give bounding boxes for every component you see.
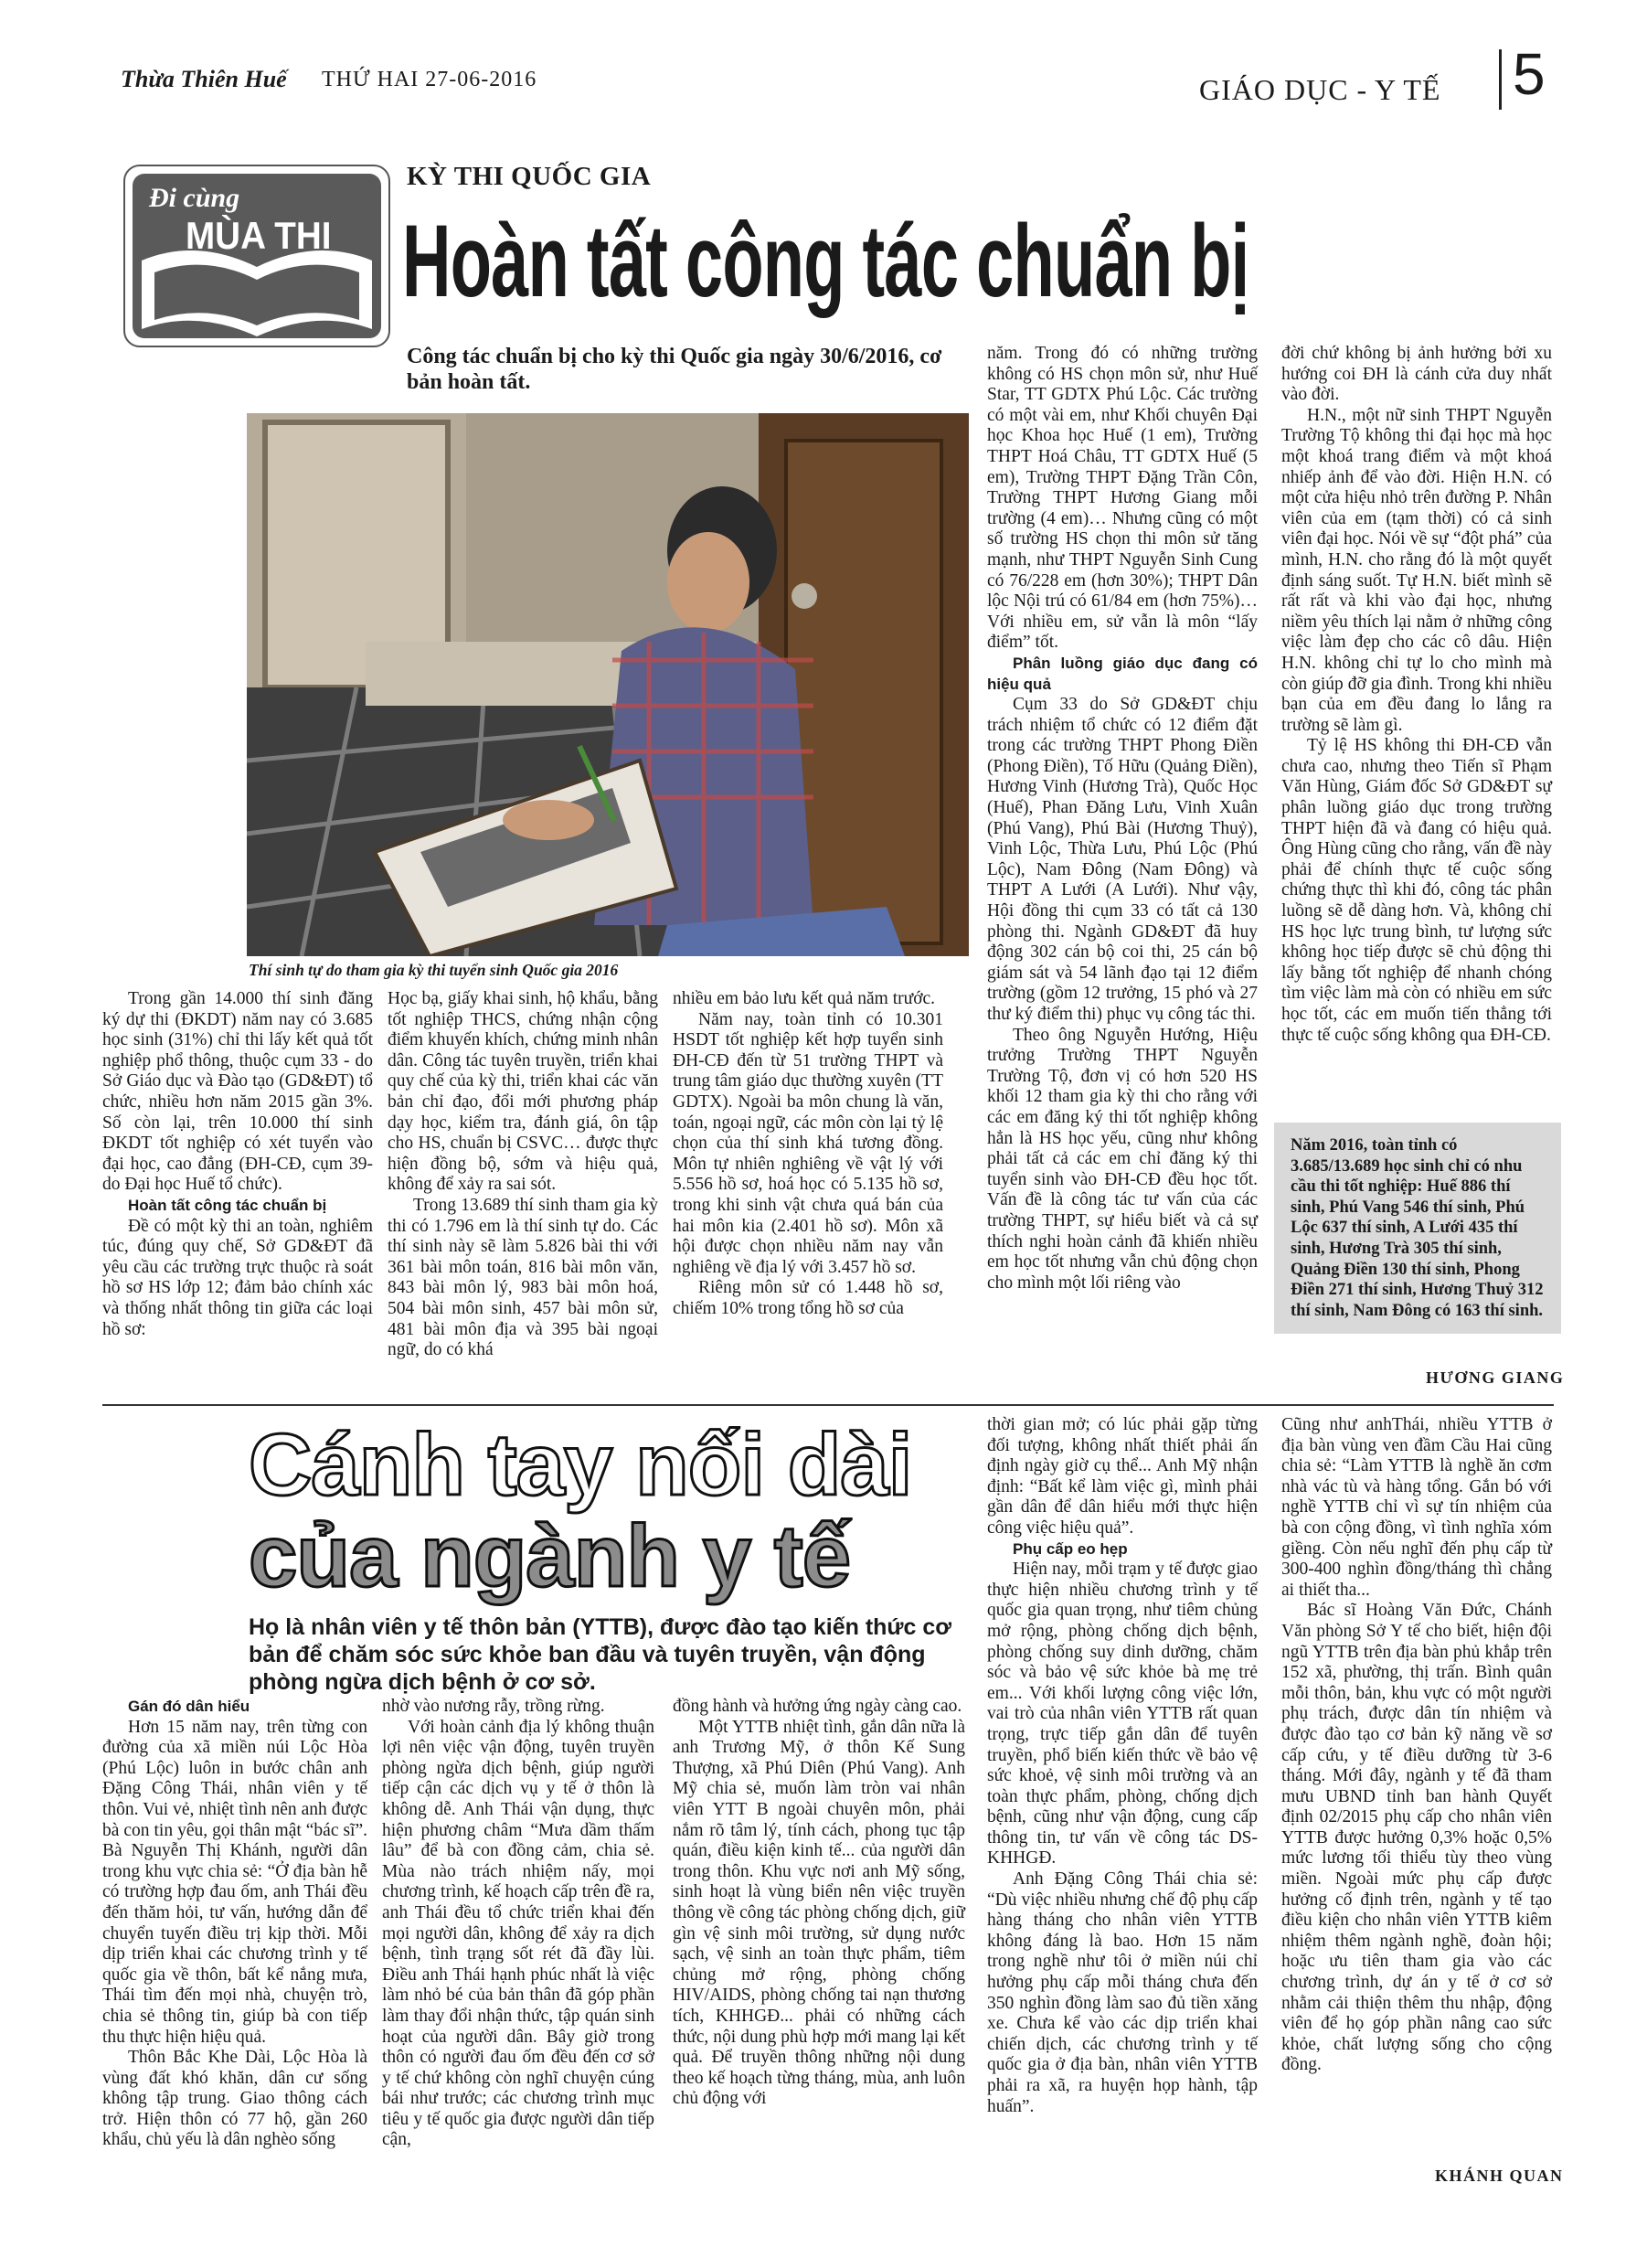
photo-illustration	[247, 413, 969, 956]
paragraph: nhờ vào nương rẫy, trồng rừng.	[382, 1697, 605, 1716]
article2-sapo: Họ là nhân viên y tế thôn bản (YTTB), được đào tạo kiến thức cơ bản để chăm sóc sức khỏe ban đầu và tuyên truyền, vận động phòng ngừa dịch bệnh ở cơ sở.	[249, 1614, 952, 1695]
paragraph: Hiện nay, mỗi trạm y tế được giao thực hiện nhiều chương trình y tế quốc gia quan trọng, như tiêm chủng mở rộng, phòng chống dịch bệnh, phòng chống suy dinh dưỡng, chăm sóc và bảo vệ sức khỏe bà mẹ trẻ em... Với khối lượng công việc lớn, vai trò của nhân viên YTTB rất quan trọng, trực tiếp gắn dân để tuyên truyền, phổ biến kiến thức về bảo vệ sức khoẻ, vệ sinh môi trường và an toàn thực phẩm, phòng, chống dịch bệnh, cũng như vận động, cung cấp thông tin, tư vấn về công tác DS-KHHGĐ.	[987, 1560, 1258, 1869]
paragraph: Năm nay, toàn tỉnh có 10.301 HSDT tốt nghiệp kết hợp tuyển sinh ĐH-CĐ đến từ 51 trường THPT và trung tâm giáo dục thường xuyên (TT GDTX). Ngoài ba môn chung là văn, toán, ngoại ngữ, các môn còn lại tỷ lệ chọn của thí sinh khá tương đồng. Môn tự nhiên nghiêng về vật lý với 5.556 hồ sơ, hoá học có 5.135 hồ sơ, trong khi sinh vật chưa quá bán của hai môn kia (2.401 hồ sơ). Môn xã hội được chọn nhiều năm nay vẫn nghiêng về địa lý với 3.457 hồ sơ.	[673, 1009, 943, 1277]
article2-byline: KHÁNH QUAN	[1435, 2167, 1564, 2185]
paragraph: đồng hành và hưởng ứng ngày càng cao.	[673, 1697, 962, 1716]
issue-date: THỨ HAI 27-06-2016	[322, 68, 537, 91]
paragraph: Riêng môn sử có 1.448 hồ sơ, chiếm 10% trong tổng hồ sơ của	[673, 1278, 943, 1318]
article2-headline-line1: Cánh tay nối dài	[249, 1416, 912, 1514]
section-name: GIÁO DỤC - Y TẾ	[1199, 73, 1441, 106]
page-number: 5	[1513, 41, 1546, 107]
article2-column-5	[1281, 1415, 1552, 2076]
article1-headline: Hoàn tất công tác chuẩn bị	[402, 204, 1249, 319]
subheading: Phân luồng giáo dục đang có hiệu quả	[987, 654, 1258, 693]
paragraph: H.N., một nữ sinh THPT Nguyễn Trường Tộ không thi đại học mà học một khoá trang điểm và một khoá nhiếp ảnh để vào đời. Hiện H.N. có một cửa hiệu nhỏ trên đường P. Nhân viên của em (tạm thời) có cả sinh viên đại học. Nói về sự “đột phá” của mình, H.N. cho rằng đó là một quyết định sáng suốt. Tự H.N. biết mình sẽ rất rất và khi vào đại học, nhưng niềm yêu thích lại nằm ở những công việc làm đẹp cho các cô dâu. Hiện H.N. không chỉ tự lo cho mình mà còn giúp đỡ gia đình. Trong khi nhiều bạn của em đều đang lo lắng ra trường sẽ làm gì.	[1281, 405, 1552, 735]
article1-column-4	[987, 344, 1258, 1294]
article1-column-3	[673, 989, 943, 1320]
article1-column-2	[388, 989, 658, 1361]
subheading: Phụ cấp eo hẹp	[1013, 1539, 1128, 1558]
header-divider	[1499, 49, 1502, 110]
paragraph: Anh Đặng Công Thái chia sẻ: “Dù việc nhiều nhưng chế độ phụ cấp hàng tháng cho nhân viên YTTB không đáng là bao. Hơn 15 năm trong nghề như tôi ở miền núi chỉ hưởng phụ cấp mỗi tháng chưa đến 350 nghìn đồng làm sao đủ tiền xăng xe. Chưa kể vào các dịp triển khai chiến dịch, các chương trình y tế quốc gia ở địa bàn, nhân viên YTTB phải ra xã, ra huyện họp hành, tập huấn”.	[987, 1869, 1258, 2116]
paragraph: Trong gần 14.000 thí sinh đăng ký dự thi (ĐKDT) năm nay có 3.685 học sinh (31%) chỉ thi lấy kết quả tốt nghiệp phổ thông, thuộc cụm 33 - do Sở Giáo dục và Đào tạo (GD&ĐT) tổ chức, nhiều hơn năm 2015 gần 3%. Số còn lại, trên 10.000 thí sinh ĐKDT tốt nghiệp có xét tuyển vào đại học, cao đẳng (ĐH-CĐ, cụm 39- do Đại học Huế tổ chức).	[102, 989, 373, 1195]
paragraph: Đề có một kỳ thi an toàn, nghiêm túc, đúng quy chế, Sở GD&ĐT đã yêu cầu các trường trực thuộc rà soát hồ sơ HS lớp 12; đảm bảo chính xác và thống nhất thông tin giữa các loại hồ sơ:	[102, 1216, 373, 1339]
paragraph: Tỷ lệ HS không thi ĐH-CĐ vẫn chưa cao, nhưng theo Tiến sĩ Phạm Văn Hùng, Giám đốc Sở GD&ĐT sự phân luồng giáo dục trong trường THPT hiện đã và đang có hiệu quả. Ông Hùng cũng cho rằng, vấn đề này phải để chính thực tế cuộc sống chứng thực thì khi đó, công tác phân luồng sẽ dễ dàng hơn. Và, không chỉ HS học lực trung bình, tư lượng sức không học tiếp được sẽ chủ động thi lấy bằng tốt nghiệp để nhanh chóng tìm việc làm mà còn có nhiều em sức học tốt, các em muốn tiến thẳng tới thực tế cuộc sống không qua ĐH-CĐ.	[1281, 736, 1552, 1045]
student-drawing-photo	[247, 413, 969, 956]
article-divider	[102, 1404, 1554, 1406]
article2-column-2	[382, 1697, 654, 2151]
article1-kicker: KỲ THI QUỐC GIA	[407, 162, 652, 191]
subheading: Hoàn tất công tác chuẩn bị	[128, 1196, 327, 1214]
paragraph: Bác sĩ Hoàng Văn Đức, Chánh Văn phòng Sở Y tế cho biết, hiện đội ngũ YTTB trên địa bàn phủ khắp trên 152 xã, phường, thị trấn. Bình quân mỗi thôn, bản, khu vực có một người phụ trách, được dân tín nhiệm và được đào tạo cơ bản kỹ năng về sơ cấp cứu, y tế điều dưỡng từ 3-6 tháng. Mới đây, ngành y tế đã tham mưu UBND tỉnh ban hành Quyết định 02/2015 phụ cấp cho nhân viên YTTB được hưởng 0,3% hoặc 0,5% mức lương tối thiểu tùy theo vùng miền. Ngoài mức phụ cấp được hưởng cố định trên, ngành y tế tạo điều kiện cho nhân viên YTTB kiêm nhiệm thêm ngành nghề, đoàn hội; hoặc ưu tiên tham gia vào các chương trình, dự án y tế ở cơ sở nhằm cải thiện thêm thu nhập, động viên để họ góp phần nâng cao sức khỏe, chất lượng sống cho cộng đồng.	[1281, 1601, 1552, 2075]
statistics-sidebar: Năm 2016, toàn tỉnh có 3.685/13.689 học sinh chỉ có nhu cầu thi tốt nghiệp: Huế 886 thí sinh, Phú Vang 546 thí sinh, Phú Lộc 637 thí sinh, A Lưới 435 thí sinh, Hương Trà 305 thí sinh, Quảng Điền 130 thí sinh, Phong Điền 271 thí sinh, Hương Thuỷ 312 thí sinh, Nam Đông có 163 thí sinh.	[1274, 1123, 1561, 1334]
paragraph: Học bạ, giấy khai sinh, hộ khẩu, bằng tốt nghiệp THCS, chứng nhận cộng điểm khuyến khích, chứng minh nhân dân. Công tác tuyên truyền, triển khai quy chế của kỳ thi, triển khai các văn bản chỉ đạo, đổi mới phương pháp dạy học, kiểm tra, đánh giá, ôn tập cho HS, chuẩn bị CSVC… được thực hiện đồng bộ, sớm và hiệu quả, không để xảy ra sai sót.	[388, 989, 658, 1195]
mua-thi-logo	[123, 165, 390, 347]
logo-line1: Đi cùng	[149, 183, 240, 213]
paragraph: nhiều em bảo lưu kết quả năm trước.	[673, 989, 936, 1008]
paragraph: Cũng như anhThái, nhiều YTTB ở địa bàn vùng ven đầm Cầu Hai cũng chia sẻ: “Làm YTTB là nghề ăn cơm nhà vác tù và hàng tổng. Gắn bó với nghề YTTB chỉ vì sự tín nhiệm của bà con cộng đồng, vì tình nghĩa xóm giềng. Còn nếu nghĩ đến phụ cấp từ 300-400 nghìn đồng/tháng thì chẳng ai thiết tha...	[1281, 1415, 1552, 1600]
article2-column-4	[987, 1415, 1258, 2117]
article2-headline-line2: của ngành y tế	[249, 1507, 851, 1605]
paragraph: năm. Trong đó có những trường không có HS chọn môn sử, như Huế Star, TT GDTX Phú Lộc. Các trường có một vài em, như Khối chuyên Đại học Khoa học Huế (1 em), Trường THPT Hoá Châu, TT GDTX Huế (5 em), Trường THPT Đặng Trần Côn, Trường THPT Hương Giang mỗi trường (4 em)… Nhưng cũng có một số trường HS chọn thi môn sử tăng mạnh, như THPT Nguyễn Sinh Cung có 76/228 em (hơn 30%); THPT Dân lộc Nội trú có 61/84 em (hơn 75%)… Với nhiều em, sử vẫn là môn “lấy điểm” tốt.	[987, 344, 1258, 653]
article1-sapo: Công tác chuẩn bị cho kỳ thi Quốc gia ngày 30/6/2016, cơ bản hoàn tất.	[407, 345, 942, 394]
subheading: Gán đó dân hiểu	[128, 1698, 250, 1715]
paragraph: Với hoàn cảnh địa lý không thuận lợi nên việc vận động, tuyên truyền phòng ngừa dịch bệnh, giúp người tiếp cận các dịch vụ y tế ở thôn là không dễ. Anh Thái vận dụng, thực hiện phương châm “Mưa dầm thấm lâu” để bà con đồng cảm, chia sẻ. Mùa nào trách nhiệm nấy, mọi chương trình, kế hoạch cấp trên đề ra, anh Thái đều tổ chức triển khai đến mọi người dân, không để xảy ra dịch bệnh, tình trạng sốt rét đã đầy lùi. Điều anh Thái hạnh phúc nhất là việc làm nhỏ bé của bản thân đã góp phần làm thay đổi nhận thức, tập quán sinh hoạt của người dân. Bây giờ trong thôn có người đau ốm đều đến cơ sở y tế chứ không còn nghĩ chuyện cúng bái như trước; các chương trình mục tiêu y tế quốc gia được người dân tiếp cận,	[382, 1717, 654, 2150]
article1-column-5	[1281, 344, 1552, 1046]
paragraph: Thôn Bắc Khe Dài, Lộc Hòa là vùng đất khó khăn, dân cư sống không tập trung. Giao thông cách trở. Hiện thôn có 77 hộ, gần 260 khẩu, chủ yếu là dân nghèo sống	[102, 2048, 367, 2150]
publication-name: Thừa Thiên Huế	[121, 66, 287, 92]
article2-column-1	[102, 1697, 367, 2151]
article2-column-3	[673, 1697, 965, 2110]
paragraph: Một YTTB nhiệt tình, gắn dân nữa là anh Trương Mỹ, ở thôn Kế Sung Thượng, xã Phú Diên (Phú Vang). Anh Mỹ chia sẻ, muốn làm tròn vai nhân viên YTT B ngoài chuyên môn, phải nắm rõ tâm lý, tính cách, phong tục tập quán, điều kiện kinh tế... của người dân trong thôn. Khu vực nơi anh Mỹ sống, sinh hoạt là vùng biển nên việc truyền thông về công tác phòng chống dịch, giữ gìn vệ sinh môi trường, sử dụng nước sạch, vệ sinh an toàn thực phẩm, tiêm chủng mở rộng, phòng chống HIV/AIDS, phòng chống tai nạn thương tích, KHHGĐ... phải có những cách thức, nội dung phù hợp mới mang lại kết quả. Để truyền thông những nội dung theo kế hoạch từng tháng, mùa, anh luôn chủ động với	[673, 1717, 965, 2109]
paragraph: Hơn 15 năm nay, trên từng con đường của xã miền núi Lộc Hòa (Phú Lộc) luôn in bước chân anh Đặng Công Thái, nhân viên y tế thôn. Vui vẻ, nhiệt tình nên anh được bà con tin yêu, gọi thân mật “bác sĩ”. Bà Nguyễn Thị Khánh, người dân trong khu vực chia sẻ: “Ở địa bàn hễ có trường hợp đau ốm, anh Thái đều đến thăm hỏi, tư vấn, hướng dẫn để chuyển tuyến điều trị kịp thời. Mỗi dịp triển khai các chương trình y tế quốc gia về thôn, bất kể nắng mưa, Thái tìm đến mọi nhà, chuyện trò, chia sẻ thông tin, giúp bà con tiếp thu thực hiện hiệu quả.	[102, 1717, 367, 2047]
photo-caption: Thí sinh tự do tham gia kỳ thi tuyển sinh Quốc gia 2016	[249, 961, 619, 979]
paragraph: thời gian mở; có lúc phải gặp từng đối tượng, không nhất thiết phải ấn định ngày giờ cụ thể... Anh Mỹ nhận định: “Bất kể làm việc gì, mình phải gần dân để dân hiểu mới thực hiện công việc hiệu quả”.	[987, 1415, 1258, 1538]
paragraph: đời chứ không bị ảnh hưởng bởi xu hướng coi ĐH là cánh cửa duy nhất vào đời.	[1281, 344, 1552, 405]
article1-byline: HƯƠNG GIANG	[1426, 1368, 1565, 1387]
paragraph: Theo ông Nguyễn Hướng, Hiệu trưởng Trường THPT Nguyễn Trường Tộ, đơn vị có hơn 520 HS khối 12 tham gia kỳ thi cho rằng với các em đăng ký thi tốt nghiệp không hẳn là HS học yếu, cũng như không phải tất cả các em chỉ đăng ký thi tuyển sinh vào ĐH-CĐ đều học tốt. Vấn đề là công tác tư vấn của các trường THPT, sự hiểu biết và cả sự thích nghi hoàn cảnh đã khiến nhiều em học tốt nhưng vẫn chủ động chọn cho mình một lối riêng vào	[987, 1025, 1258, 1293]
logo-line2: MÙA THI	[186, 214, 332, 257]
article1-column-1	[102, 989, 373, 1340]
paragraph: Cụm 33 do Sở GD&ĐT chịu trách nhiệm tổ chức có 12 điểm đặt trong các trường THPT Phong Điền (Phong Điền), Tố Hữu (Quảng Điền), Hương Vinh (Hương Trà), Quốc Học (Huế), Phan Đăng Lưu, Vinh Xuân (Phú Vang), Phú Bài (Hương Thuỷ), Vinh Lộc, Thừa Lưu, Phú Lộc (Phú Lộc), Nam Đông (Nam Đông) và THPT A Lưới (A Lưới). Như vậy, Hội đồng thi cụm 33 có tất cả 130 phòng thi. Ngành GD&ĐT đã huy động 302 cán bộ coi thi, 25 cán bộ giám sát và 54 lãnh đạo tại 12 điểm trường (gồm 12 trưởng, 15 phó và 27 thư ký điểm thi) phục vụ công tác thi.	[987, 695, 1258, 1024]
paragraph: Trong 13.689 thí sinh tham gia kỳ thi có 1.796 em là thí sinh tự do. Các thí sinh này sẽ làm 5.826 bài thi với 361 bài môn toán, 816 bài môn văn, 843 bài môn lý, 983 bài môn hoá, 504 bài môn sinh, 457 bài môn sử, 481 bài môn địa và 395 bài ngoại ngữ, do có khá	[388, 1195, 658, 1360]
